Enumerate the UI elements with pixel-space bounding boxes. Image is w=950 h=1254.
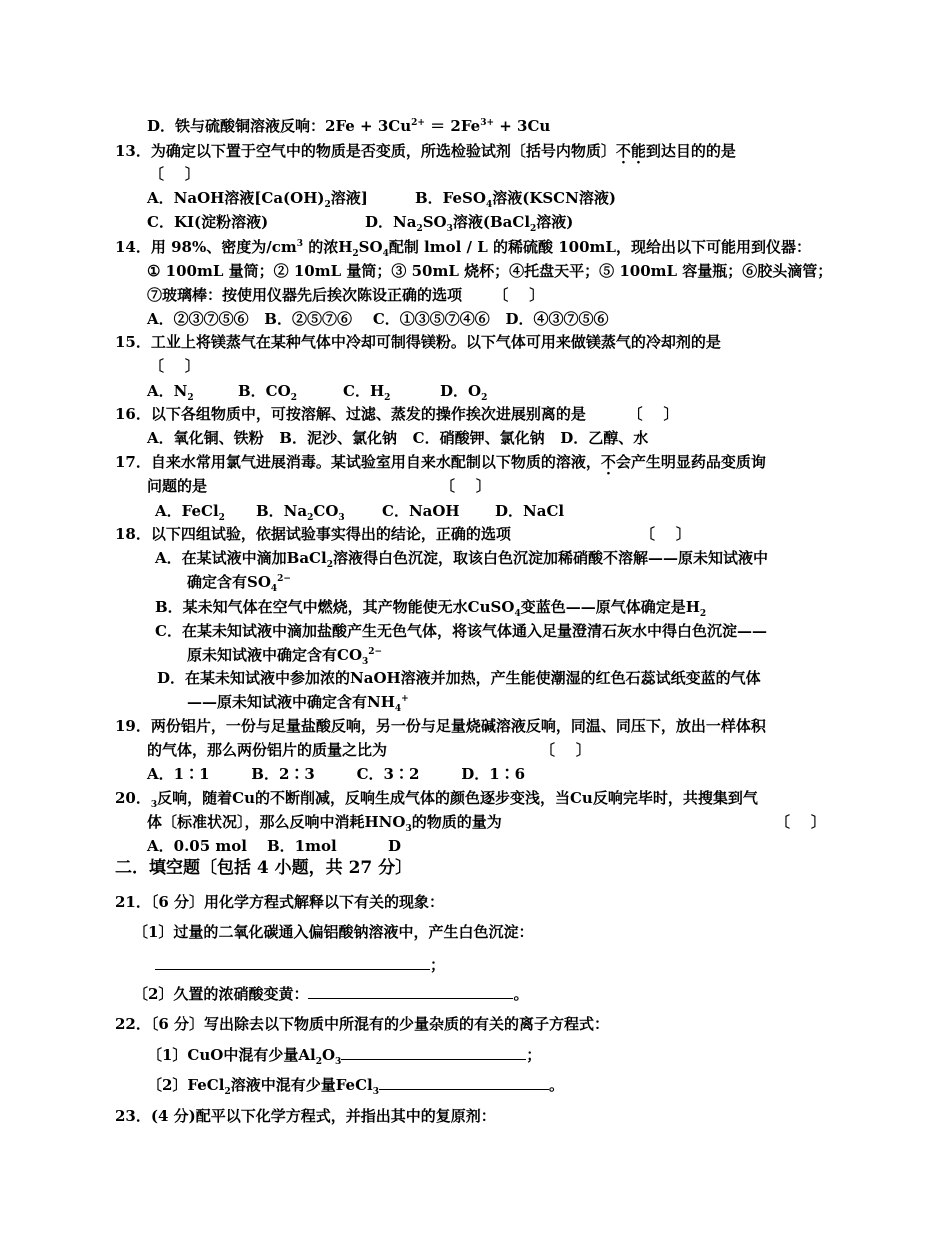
q16-options: A．氧化铜、铁粉 B．泥沙、氯化钠 C．硝酸钾、氯化钠 D．乙醇、水 [147,429,649,447]
q18-option-c-cont: 原未知试液中确定含有$CO_3^{2-}$ [187,646,383,667]
section-heading: 二．填空题〔包括 4 小题，共 27 分〕 [115,858,413,878]
q22-sub2: 〔2〕FeCl$_2$溶液中混有少量FeCl$_3$ 。 [147,1076,565,1097]
q18-option-b: B．某未知气体在空气中燃烧，其产物能使无水CuSO$_4$变蓝色——原气体确定是$H_2$ [155,598,707,619]
q20-answer-bracket: 〔 〕 [775,813,826,831]
q22-sub1: 〔1〕CuO中混有少量$Al_2O_3$ ； [147,1046,542,1067]
q17-stem-cont: 问题的是 [147,477,208,495]
q21-sub1: 〔1〕过量的二氧化碳通入偏铝酸钠溶液中，产生白色沉淀： [133,923,534,941]
q17-option-c: C．NaOH [382,502,460,520]
q20-option-a: A．0.05 mol [147,837,247,855]
q19-stem-cont: 的气体，那么两份铝片的质量之比为 [147,741,388,759]
q12-option-d: D．铁与硫酸铜溶液反响：$2Fe + 3Cu^{2+} = 2Fe^{3+} + 3Cu$ [147,117,551,135]
q18-option-a: A．在某试液中滴加BaCl$_2$溶液得白色沉淀，取该白色沉淀加稀硝酸不溶解——原未知试液中 [155,549,768,570]
q16-stem: 16．以下各组物质中，可按溶解、过滤、蒸发的操作挨次进展别离的是 〔 〕 [115,405,679,423]
q14-stem: 14．用 98%、密度为$/cm^3$ 的浓$H_2SO_4$配制 lmol / L 的稀硫酸 100mL，现给出以下可能用到仪器： [115,238,811,259]
q17-option-a: A．FeCl$_2$ [155,502,225,523]
q14-options: A．②③⑦⑤⑥ B．②⑤⑦⑥ C．①③⑤⑦④⑥ D．④③⑦⑤⑥ [147,310,609,328]
q18-option-a-cont: 确定含有$SO_4^{2-}$ [187,573,291,594]
q17-option-d: D．NaCl [495,502,565,520]
q19-options: A．1∶1 B．2∶3 C．3∶2 D．1∶6 [147,765,526,783]
q20-option-d: D [388,837,402,855]
q17-option-b: B．$Na_2CO_3$ [256,502,345,523]
q15-option-d: D．$O_2$ [440,382,488,403]
answer-blank[interactable] [155,955,430,970]
q15-option-b: B．$CO_2$ [238,382,297,403]
q23-stem: 23．(4 分)配平以下化学方程式，并指出其中的复原剂： [115,1107,496,1125]
q13-option-b: B．FeSO$_4$溶液(KSCN溶液) [415,189,616,210]
q15-stem: 15．工业上将镁蒸气在某种气体中冷却可制得镁粉。以下气体可用来做镁蒸气的冷却剂的是 [115,333,721,351]
q13-option-a: A．NaOH溶液[$Ca(OH)_2$溶液] [147,189,368,210]
q17-stem: 17．自来水常用氯气进展消毒。某试验室用自来水配制以下物质的溶液，不会产生明显药品变质询 [115,453,766,471]
q21-sub2: 〔2〕久置的浓硝酸变黄： 。 [133,985,529,1003]
answer-blank[interactable] [308,984,513,999]
answer-blank[interactable] [379,1075,549,1090]
q15-answer-bracket: 〔 〕 [149,357,200,375]
q18-answer-bracket: 〔 〕 [640,525,691,543]
q13-answer-bracket: 〔 〕 [149,165,200,183]
q19-stem: 19．两份铝片，一份与足量盐酸反响，另一份与足量烧碱溶液反响，同温、同压下，放出一样体积 [115,717,766,735]
q13-stem: 13．为确定以下置于空气中的物质是否变质，所选检验试剂〔括号内物质〕不能到达目的的是 [115,142,736,160]
q18-option-c: C．在某未知试液中滴加盐酸产生无色气体，将该气体通入足量澄清石灰水中得白色沉淀—— [155,622,767,640]
q19-answer-bracket: 〔 〕 [540,741,591,759]
answer-blank[interactable] [341,1045,526,1060]
q14-instruments: ① 100mL 量筒；② 10mL 量筒；③ 50mL 烧杯；④托盘天平；⑤ 100mL 容量瓶；⑥胶头滴管； [147,262,833,280]
q14-instruments-cont: ⑦玻璃棒：按使用仪器先后挨次陈设正确的选项 〔 〕 [147,286,545,304]
q18-option-d: D．在某未知试液中参加浓的NaOH溶液并加热，产生能使潮湿的红色石蕊试纸变蓝的气体 [157,669,761,687]
q20-stem-cont: 体〔标准状况〕，那么反响中消耗$HNO_3$的物质的量为 [147,813,502,834]
q18-stem: 18．以下四组试验，依据试验事实得出的结论，正确的选项 [115,525,511,543]
q21-stem: 21．〔6 分〕用化学方程式解释以下有关的现象： [115,893,445,911]
q17-answer-bracket: 〔 〕 [440,477,491,495]
q21-sub1-answer-line: ； [155,955,445,975]
q15-option-a: A．$N_2$ [147,382,194,403]
q20-option-b: B．1mol [267,837,337,855]
q13-option-d: D．$Na_2SO_3$溶液(BaCl$_2$溶液) [365,213,574,234]
q13-option-c: C．KI(淀粉溶液) [147,213,269,231]
q22-stem: 22．〔6 分〕写出除去以下物质中所混有的少量杂质的有关的离子方程式： [115,1015,610,1033]
q15-option-c: C．$H_2$ [343,382,391,403]
q20-stem: 20．$_3$反响，随着Cu的不断削减，反响生成气体的颜色逐步变浅，当Cu反响完毕时，共搜集到气 [115,789,758,810]
q18-option-d-cont: ——原未知试液中确定含有$NH_4^+$ [187,693,409,714]
